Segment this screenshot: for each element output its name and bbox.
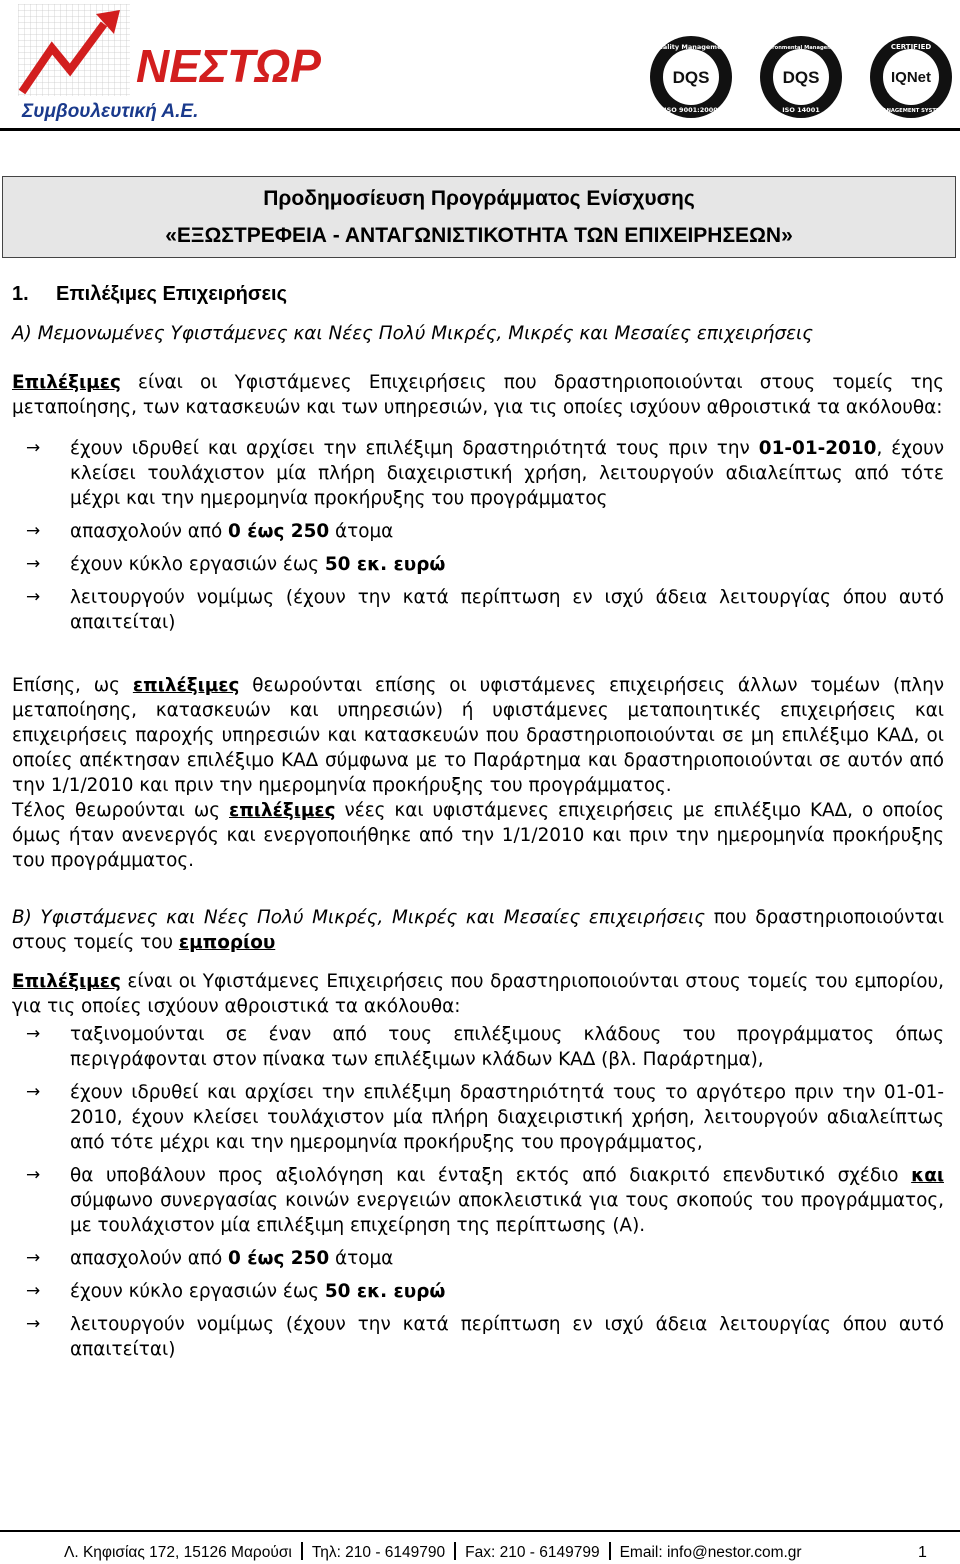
paragraph-text: Τέλος θεωρούνται ως <box>12 800 230 821</box>
item-text: άτομα <box>329 521 394 542</box>
paragraph-text: θεωρούνται επίσης οι υφιστάμενες επιχειρήσεις άλλων τομέων (πλην μεταποίησης, κατασκευών και υπηρεσιών) ή υφιστάμενες μεταποιητικές επιχειρήσεις και επιχειρήσεις παροχής υπηρεσιών και κατασκευών που δραστηριοποιούνται σε μη επιλέξιμο ΚΑΔ, οι οποίες απέκτησαν επιλέξιμο ΚΑΔ σύμφωνα με το Παράρτημα και δραστηριοποιούνται σε αυτόν από την 1/1/2010 και πριν την ημερομηνία προκήρυξης του προγράμματος. <box>12 675 944 796</box>
badge2-mid-text: DQS <box>782 68 820 87</box>
criteria-list-b <box>12 1022 944 1362</box>
title-line-2: «ΕΞΩΣΤΡΕΦΕΙΑ - ΑΝΤΑΓΩΝΙΣΤΙΚΟΤΗΤΑ ΤΩΝ ΕΠΙΧΕΙΡΗΣΕΩΝ» <box>165 224 793 247</box>
subheading-b <box>12 905 944 955</box>
subheading-b-italic: Β) Υφιστάμενες και Νέες Πολύ Μικρές, Μικρές και Μεσαίες επιχειρήσεις <box>12 907 706 928</box>
dqs-iso9001-badge <box>648 34 734 120</box>
item-text: λειτουργούν νομίμως (έχουν την κατά περίπτωση εν ισχύ άδεια λειτουργίας όπου αυτό απαιτείται) <box>70 1314 944 1360</box>
arrow-bullet-icon: → <box>26 1248 41 1268</box>
paragraph-b <box>12 969 944 1019</box>
dqs-iso14001-badge <box>758 34 844 120</box>
certification-badges <box>648 34 958 120</box>
item-text: άτομα <box>329 1248 394 1269</box>
paragraph-2 <box>12 673 944 798</box>
footer-separator <box>454 1542 456 1560</box>
item-text: απασχολούν από <box>70 521 229 542</box>
badge3-bottom-text: MANAGEMENT SYSTEM <box>877 108 945 114</box>
arrow-bullet-icon: → <box>26 1314 41 1334</box>
item-text: θα υποβάλουν προς αξιολόγηση και ένταξη εκτός από διακριτό επενδυτικό σχέδιο <box>70 1165 912 1186</box>
eligible-term: επιλέξιμες <box>229 800 336 821</box>
subheading-b-text: που δραστηριοποιούνται στους τομείς του <box>12 907 944 953</box>
arrow-bullet-icon: → <box>26 521 41 541</box>
arrow-bullet-icon: → <box>26 1165 41 1185</box>
item-text: , έχουν κλείσει τουλάχιστον μία πλήρη διαχειριστική χρήση, λειτουργούν αδιαλείπτως από τότε μέχρι και την ημερομηνία προκήρυξης του προγράμματος <box>70 438 944 509</box>
page-header <box>0 0 960 132</box>
page-number: 1 <box>918 1544 927 1561</box>
item-underlined: και <box>911 1165 944 1186</box>
page-footer <box>0 1530 960 1564</box>
logo-subtitle: Συμβουλευτική Α.Ε. <box>22 101 199 122</box>
arrow-bullet-icon: → <box>26 1082 41 1102</box>
list-item <box>12 585 944 635</box>
badge1-mid-text: DQS <box>672 68 710 87</box>
subheading-b-underlined: εμπορίου <box>178 932 276 953</box>
paragraph-a-text: είναι οι Υφιστάμενες Επιχειρήσεις που δραστηριοποιούνται στους τομείς της μεταποίησης, των κατασκευών και των υπηρεσιών, για τις οποίες ισχύουν αθροιστικά τα ακόλουθα: <box>12 372 944 418</box>
list-item <box>12 1312 944 1362</box>
list-item <box>12 1279 944 1304</box>
eligible-term: Επιλέξιμες <box>12 971 121 992</box>
list-item <box>12 1080 944 1155</box>
paragraph-b-text: είναι οι Υφιστάμενες Επιχειρήσεις που δραστηριοποιούνται στους τομείς του εμπορίου, για τις οποίες ισχύουν αθροιστικά τα ακόλουθα: <box>12 971 944 1017</box>
section-number: 1. <box>12 283 29 305</box>
paragraph-3 <box>12 798 944 873</box>
title-line-1: Προδημοσίευση Προγράμματος Ενίσχυσης <box>263 187 695 210</box>
footer-email[interactable]: Email: info@nestor.com.gr <box>619 1544 802 1561</box>
document-body <box>12 282 944 1362</box>
item-text: ταξινομούνται σε έναν από τους επιλέξιμους κλάδους του προγράμματος όπως περιγράφονται στον πίνακα των επιλέξιμων κλάδων ΚΑΔ (βλ. Παράρτημα), <box>70 1024 944 1070</box>
arrow-bullet-icon: → <box>26 554 41 574</box>
footer-fax: Fax: 210 - 6149799 <box>465 1544 600 1561</box>
paragraph-text: νέες και υφιστάμενες επιχειρήσεις με επιλέξιμο ΚΑΔ, ο οποίος όμως ήταν ανενεργός και ενεργοποιήθηκε από την 1/1/2010 και πριν την ημερομηνία προκήρυξης του προγράμματος. <box>12 800 945 871</box>
title-box <box>2 176 956 258</box>
footer-divider <box>0 1530 960 1532</box>
footer-separator <box>609 1542 611 1560</box>
badge2-bottom-text: ISO 14001 <box>782 106 820 114</box>
item-text: έχουν ιδρυθεί και αρχίσει την επιλέξιμη δραστηριότητά τους πριν την <box>70 438 759 459</box>
item-text: έχουν κύκλο εργασιών έως <box>70 554 325 575</box>
badge1-top-text: Quality Management <box>652 43 730 51</box>
list-item <box>12 436 944 511</box>
badge3-mid-text: IQNet <box>890 69 932 86</box>
criteria-list-a <box>12 436 944 635</box>
badge1-bottom-text: ISO 9001:2000 <box>664 106 718 114</box>
arrow-bullet-icon: → <box>26 1024 41 1044</box>
arrow-bullet-icon: → <box>26 1281 41 1301</box>
item-text: έχουν κύκλο εργασιών έως <box>70 1281 325 1302</box>
list-item <box>12 552 944 577</box>
badge2-top-text: Environmental Management <box>759 45 843 51</box>
footer-address: Λ. Κηφισίας 172, 15126 Μαρούσι <box>64 1544 292 1561</box>
item-text: λειτουργούν νομίμως (έχουν την κατά περίπτωση εν ισχύ άδεια λειτουργίας όπου αυτό απαιτείται) <box>70 587 944 633</box>
paragraph-a <box>12 370 944 420</box>
arrow-bullet-icon: → <box>26 438 41 458</box>
badge3-top-text: CERTIFIED <box>890 43 932 51</box>
header-divider <box>0 128 960 131</box>
eligible-term: επιλέξιμες <box>132 675 240 696</box>
item-bold: 0 έως 250 <box>228 1248 330 1269</box>
item-text: έχουν ιδρυθεί και αρχίσει την επιλέξιμη δραστηριότητά τους το αργότερο πριν την 01-01-2010, έχουν κλείσει τουλάχιστον μία πλήρη διαχειριστική χρήση, λειτουργούν αδιαλείπτως από τότε μέχρι και την ημερομηνία προκήρυξης του προγράμματος, <box>70 1082 944 1153</box>
section-title: Επιλέξιμες Επιχειρήσεις <box>56 283 287 305</box>
list-item <box>12 519 944 544</box>
footer-phone: Τηλ: 210 - 6149790 <box>311 1544 446 1561</box>
item-text: απασχολούν από <box>70 1248 229 1269</box>
iqnet-badge <box>868 34 954 120</box>
logo-name: ΝΕΣΤΩΡ <box>136 40 321 92</box>
section-heading <box>12 282 944 307</box>
item-text: σύμφωνο συνεργασίας κοινών ενεργειών αποκλειστικά για τους σκοπούς του προγράμματος, με τουλάχιστον μία επιλέξιμη επιχείρηση της περίπτωσης (Α). <box>70 1190 944 1236</box>
list-item <box>12 1163 944 1238</box>
arrow-bullet-icon: → <box>26 587 41 607</box>
subheading-a: Α) Μεμονωμένες Υφιστάμενες και Νέες Πολύ Μικρές, Μικρές και Μεσαίες επιχειρήσεις <box>12 323 814 344</box>
paragraph-text: Επίσης, ως <box>12 675 133 696</box>
item-bold: 0 έως 250 <box>228 521 330 542</box>
footer-contact-line <box>64 1542 802 1562</box>
item-bold: 50 εκ. ευρώ <box>324 554 446 575</box>
eligible-term: Επιλέξιμες <box>12 372 121 393</box>
list-item <box>12 1022 944 1072</box>
list-item <box>12 1246 944 1271</box>
company-logo <box>18 4 321 122</box>
item-bold: 50 εκ. ευρώ <box>324 1281 446 1302</box>
item-bold: 01-01-2010 <box>758 438 877 459</box>
footer-separator <box>301 1542 303 1560</box>
